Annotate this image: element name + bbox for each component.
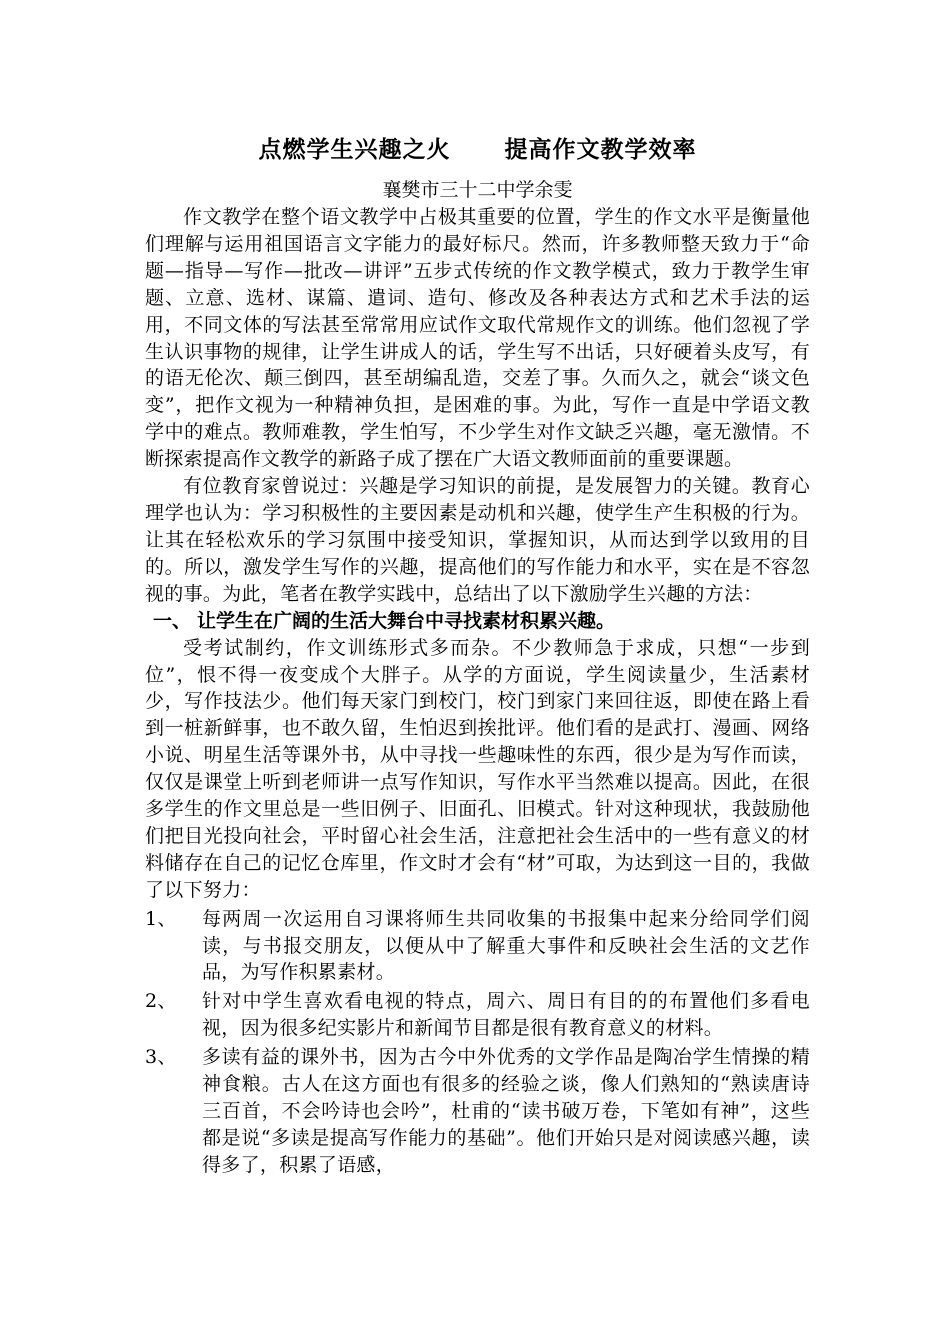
- list-item: [145, 906, 810, 987]
- list-item-text: 每两周一次运用自习课将师生共同收集的书报集中起来分给同学们阅读，与书报交朋友，以便从中了解重大事件和反映社会生活的文艺作品，为写作积累素材。: [202, 907, 810, 984]
- document-title: 点燃学生兴趣之火 提高作文教学效率: [258, 136, 697, 163]
- list-marker: 1、: [145, 907, 177, 930]
- section-heading-text: 让学生在广阔的生活大舞台中寻找素材积累兴趣。: [197, 609, 616, 632]
- section-heading: [145, 608, 810, 635]
- section-body: 受考试制约，作文训练形式多而杂。不少教师急于求成，只想“一步到位”，恨不得一夜变成个大胖子。从学的方面说，学生阅读量少，生活素材少，写作技法少。他们每天家门到校门，校门到家门来回往返，即使在路上看到一桩新鲜事，也不敢久留，生怕迟到挨批评。他们看的是武打、漫画、网络小说、明星生活等课外书，从中寻找一些趣味性的东西，很少是为写作而读，仅仅是课堂上听到老师讲一点写作知识，写作水平当然难以提高。因此，在很多学生的作文里总是一些旧例子、旧面孔、旧模式。针对这种现状，我鼓励他们把目光投向社会，平时留心社会生活，注意把社会生活中的一些有意义的材料储存在自己的记忆仓库里，作文时才会有“材”可取，为达到这一目的，我做了以下努力：: [145, 636, 810, 901]
- list-item: [145, 1044, 810, 1179]
- list-item-text: 针对中学生喜欢看电视的特点，周六、周日有目的的布置他们多看电视，因为很多纪实影片和新闻节目都是很有教育意义的材料。: [202, 990, 810, 1040]
- list-item: [145, 988, 810, 1042]
- list-item-text: 多读有益的课外书，因为古今中外优秀的文学作品是陶冶学生情操的精神食粮。古人在这方面也有很多的经验之谈，像人们熟知的“熟读唐诗三百首，不会吟诗也会吟”，杜甫的“读书破万卷，下笔如有神”，这些都是说“多读是提高写作能力的基础”。他们开始只是对阅读感兴趣，读得多了，积累了语感，: [202, 1046, 810, 1176]
- section-number: 一、: [153, 609, 192, 632]
- author-line: 襄樊市三十二中学余雯: [382, 179, 573, 201]
- list-marker: 3、: [145, 1046, 177, 1069]
- paragraph-intro: 作文教学在整个语文教学中占极其重要的位置，学生的作文水平是衡量他们理解与运用祖国语言文字能力的最好标尺。然而，许多教师整天致力于“命题—指导—写作—批改—讲评”五步式传统的作文教学模式，致力于教学生审题、立意、选材、谋篇、遣词、造句、修改及各种表达方式和艺术手法的运用，不同文体的写法甚至常常用应试作文取代常规作文的训练。他们忽视了学生认识事物的规律，让学生讲成人的话，学生写不出话，只好硬着头皮写，有的语无伦次、颠三倒四，甚至胡编乱造，交差了事。久而久之，就会“谈文色变”，把作文视为一种精神负担，是困难的事。为此，写作一直是中学语文教学中的难点。教师难教，学生怕写，不少学生对作文缺乏兴趣，毫无激情。不断探索提高作文教学的新路子成了摆在广大语文教师面前的重要课题。: [145, 206, 810, 471]
- paragraph-interest: 有位教育家曾说过：兴趣是学习知识的前提，是发展智力的关键。教育心理学也认为：学习积极性的主要因素是动机和兴趣，使学生产生积极的行为。让其在轻松欢乐的学习氛围中接受知识，掌握知识，从而达到学以致用的目的。所以，激发学生写作的兴趣，提高他们的写作能力和水平，实在是不容忽视的事。为此，笔者在教学实践中，总结出了以下激励学生兴趣的方法：: [145, 475, 810, 605]
- list-marker: 2、: [145, 990, 177, 1013]
- document-page: [145, 130, 810, 1179]
